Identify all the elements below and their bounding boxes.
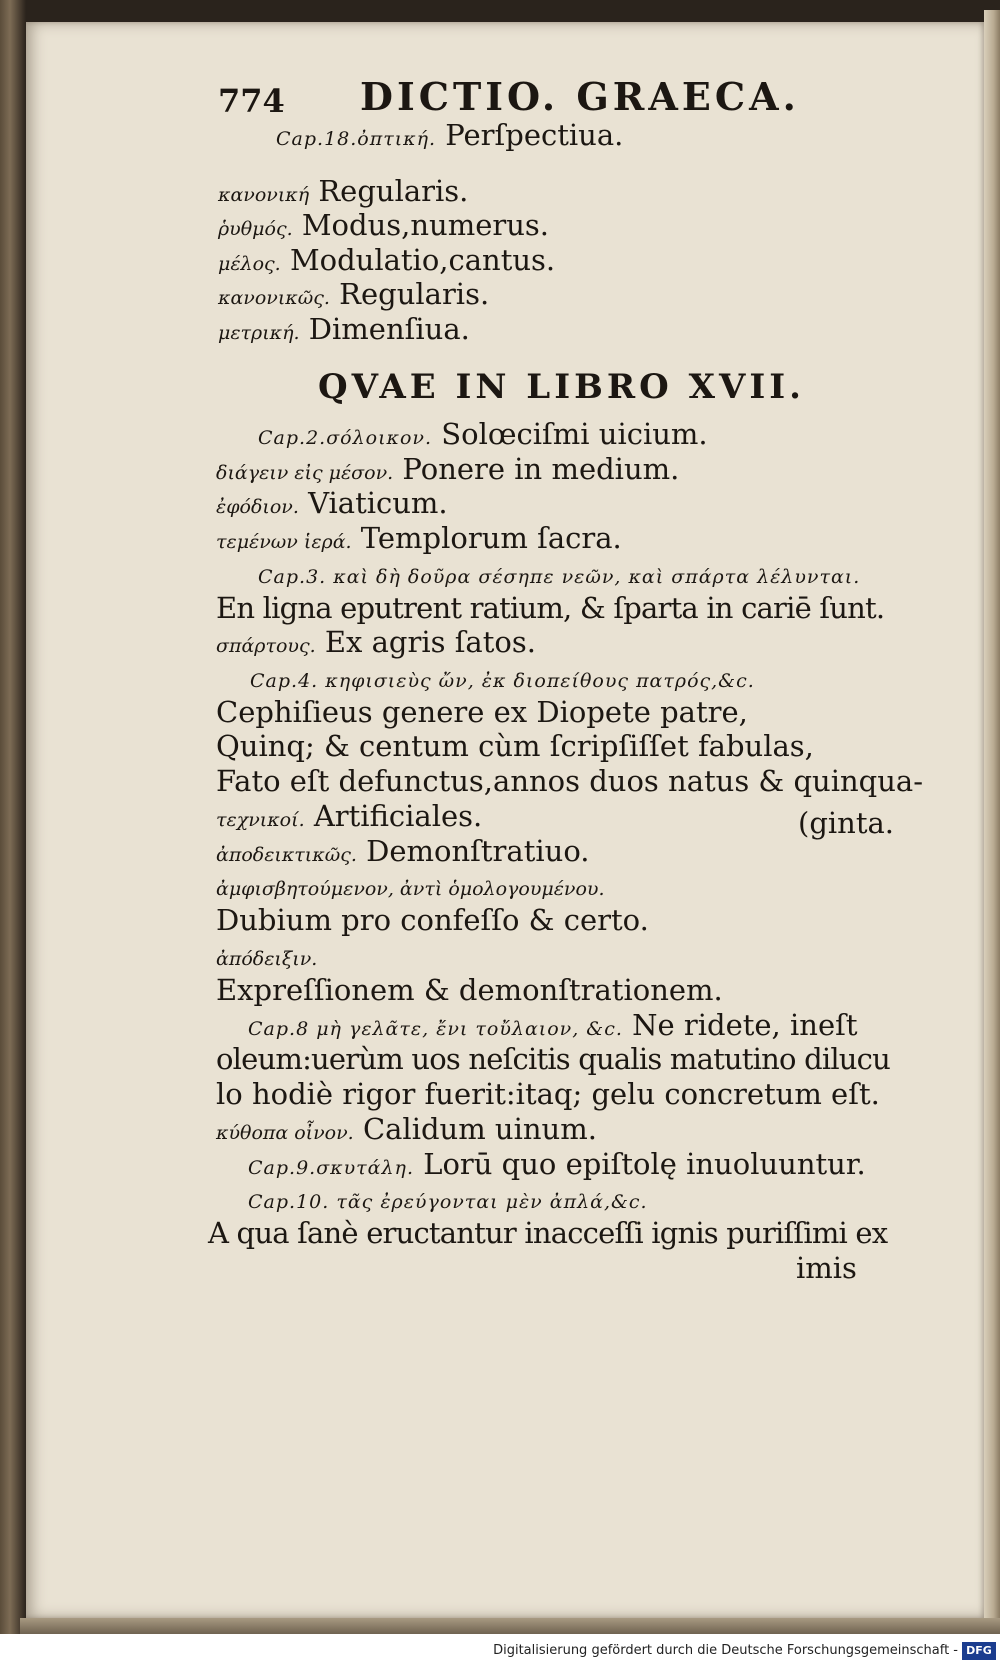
latin-gloss: Modus,numerus. [301,208,550,242]
greek-lemma: κανονική [218,184,310,206]
latin-gloss: imis [796,1251,857,1285]
page-text [26,22,984,1618]
greek-lemma: κύθοπα οἶνον. [216,1122,354,1144]
latin-gloss: Ne ridete, ineſt [632,1008,858,1042]
latin-gloss: oleum:uerùm uos neſcitis qualis matutino dilucu [216,1042,890,1076]
greek-lemma: Cap.10. τᾶς ἐρεύγονται μὲν ἀπλά,&c. [248,1191,648,1213]
latin-gloss: A qua ſanè eructantur inacceſſi ignis puriſſimi ex [208,1216,888,1250]
greek-lemma: σπάρτους. [216,635,316,657]
running-title: DICTIO. GRAECA. [360,74,800,119]
latin-gloss: Solœciſmi uicium. [441,417,708,451]
latin-gloss: Ponere in medium. [402,452,680,486]
entry-line [216,695,748,733]
entry-line [218,208,549,246]
entry-line [216,1112,597,1150]
greek-lemma: Cap.18.ὀπτική. [276,128,437,150]
entry-line [248,1147,866,1185]
entry-line [216,799,482,837]
entry-line [216,452,679,490]
entry-line [216,591,884,629]
entry-line [216,486,448,524]
latin-gloss: Templorum ſacra. [360,521,622,555]
greek-lemma: ἐφόδιον. [216,496,299,518]
latin-gloss: lo hodiè rigor fuerit:itaq; gelu concretum eſt. [216,1077,880,1111]
entry-line [216,938,317,976]
dfg-logo: DFG [962,1642,996,1660]
greek-lemma: διάγειν εἰς μέσον. [216,462,394,484]
entry-line [208,1216,887,1254]
latin-gloss: Dimenſiua. [308,312,470,346]
entry-line [258,556,860,594]
latin-gloss: Calidum uinum. [362,1112,597,1146]
greek-lemma: Cap.2.σόλοικον. [258,427,433,449]
latin-gloss: Viaticum. [308,486,448,520]
entry-line [216,1042,890,1080]
page-edge-bottom [20,1618,1000,1634]
latin-gloss: Cephiſieus genere ex Diopete patre, [216,695,748,729]
greek-lemma: τεμένων ἱερά. [216,531,352,553]
latin-gloss: Regularis. [318,174,469,208]
latin-gloss: Artificiales. [313,799,483,833]
entry-line [258,417,708,455]
entry-line [216,903,649,941]
greek-lemma: ἀποδεικτικῶς. [216,844,357,866]
greek-lemma: μέλος. [218,253,281,275]
latin-gloss: Ex agris ſatos. [324,625,536,659]
entry-line [276,118,623,156]
entry-line [216,521,622,559]
latin-gloss: Perſpectiua. [445,118,624,152]
entry-line [216,764,923,802]
section-heading: QVAE IN LIBRO XVII. [318,367,805,407]
latin-gloss: En ligna eputrent ratium, & ſparta in cariē ſunt. [216,591,885,625]
greek-lemma: ἀμφισβητούμενον, ἀντὶ ὁμολογουμένου. [216,878,605,900]
footer-credit: Digitalisierung gefördert durch die Deutsche Forschungsgemeinschaft - [493,1643,958,1658]
greek-lemma: μετρική. [218,322,300,344]
greek-lemma: ἀπόδειξιν. [216,948,318,970]
latin-gloss: Dubium pro confeſſo & certo. [216,903,649,937]
latin-gloss: Demonſtratiuo. [366,834,590,868]
greek-lemma: Cap.3. καὶ δὴ δοῦρα σέσηπε νεῶν, καὶ σπάρτα λέλυνται. [258,566,861,588]
page-edge-right [984,10,1000,1634]
digitization-footer [0,1634,1000,1669]
entry-line [218,277,489,315]
entry-line [216,834,590,872]
entry-line [216,1077,880,1115]
book-page [26,22,984,1618]
entry-line [248,1008,858,1046]
entry-line [216,625,536,663]
entry-line [216,868,605,906]
entry-line [248,1181,648,1219]
page-number: 774 [218,82,285,120]
greek-lemma: κανονικῶς. [218,287,330,309]
greek-lemma: ῥυθμός. [218,218,293,240]
latin-gloss: Modulatio,cantus. [289,243,556,277]
line-continuation: (ginta. [798,806,894,840]
greek-lemma: Cap.8 μὴ γελᾶτε, ἔνι τοὔλαιον, &c. [248,1018,623,1040]
entry-line [216,973,723,1011]
entry-line [250,660,755,698]
latin-gloss: Lorū quo epiſtolę inuoluuntur. [423,1147,866,1181]
greek-lemma: Cap.4. κηφισιεὺς ὤν, ἐκ διοπείθους πατρός,&c. [250,670,755,692]
greek-lemma: τεχνικοί. [216,809,305,831]
entry-line [218,312,470,350]
greek-lemma: Cap.9.σκυτάλη. [248,1157,414,1179]
latin-gloss: Regularis. [339,277,490,311]
entry-line [218,243,555,281]
latin-gloss: Expreſſionem & demonſtrationem. [216,973,723,1007]
entry-line [218,174,468,212]
catchword [796,1251,857,1289]
entry-line [216,729,814,767]
latin-gloss: Quinq; & centum cùm ſcripſiſſet fabulas, [216,729,814,763]
latin-gloss: Fato eſt defunctus,annos duos natus & quinqua- [216,764,923,798]
